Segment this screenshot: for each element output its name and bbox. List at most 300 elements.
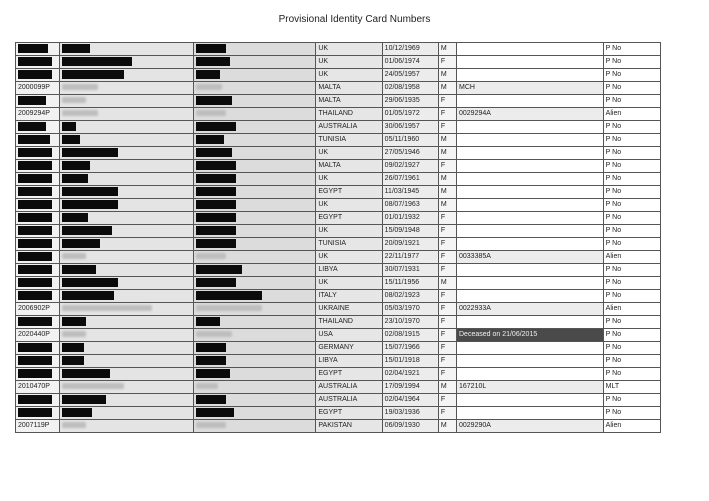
id-cell [16, 160, 60, 173]
note-cell: 0022933A [457, 303, 604, 316]
forename-cell [193, 82, 316, 95]
forename-cell [193, 56, 316, 69]
nationality-cell: UK [316, 173, 382, 186]
status-cell: P No [603, 173, 660, 186]
status-cell: P No [603, 82, 660, 95]
table-row [16, 238, 661, 251]
id-cell [16, 43, 60, 56]
status-cell: P No [603, 69, 660, 82]
redaction-bar [18, 200, 52, 209]
forename-cell [193, 225, 316, 238]
table-row [16, 186, 661, 199]
nationality-cell: MALTA [316, 95, 382, 108]
surname-cell [60, 173, 194, 186]
nationality-cell: GERMANY [316, 342, 382, 355]
redaction-bar [62, 70, 124, 79]
note-cell [457, 199, 604, 212]
redaction-bar [196, 226, 236, 235]
redaction-bar [196, 200, 236, 209]
dob-cell: 30/06/1957 [382, 121, 438, 134]
dob-cell: 08/02/1923 [382, 290, 438, 303]
redaction-bar [196, 278, 236, 287]
redaction-bar [196, 70, 220, 79]
redaction-bar [196, 96, 232, 105]
sex-cell: F [438, 342, 456, 355]
nationality-cell: TUNISIA [316, 238, 382, 251]
redaction-bar [196, 408, 234, 417]
redaction-bar [196, 291, 262, 300]
status-cell: P No [603, 329, 660, 342]
nationality-cell: UK [316, 199, 382, 212]
forename-cell [193, 342, 316, 355]
surname-cell [60, 303, 194, 316]
redaction-bar [62, 317, 86, 326]
note-cell [457, 355, 604, 368]
dob-cell: 02/08/1915 [382, 329, 438, 342]
redaction-bar [62, 239, 100, 248]
blurred-text [62, 97, 86, 103]
nationality-cell: EGYPT [316, 212, 382, 225]
nationality-cell: MALTA [316, 160, 382, 173]
surname-cell [60, 407, 194, 420]
forename-cell [193, 290, 316, 303]
id-cell [16, 56, 60, 69]
surname-cell [60, 160, 194, 173]
forename-cell [193, 407, 316, 420]
sex-cell: F [438, 160, 456, 173]
redaction-bar [196, 265, 242, 274]
sex-cell: M [438, 69, 456, 82]
table-row [16, 121, 661, 134]
id-cell [16, 420, 60, 433]
status-cell: P No [603, 95, 660, 108]
table-row [16, 225, 661, 238]
note-cell [457, 212, 604, 225]
status-cell: MLT [603, 381, 660, 394]
surname-cell [60, 342, 194, 355]
sex-cell: F [438, 355, 456, 368]
note-cell: MCH [457, 82, 604, 95]
note-cell [457, 290, 604, 303]
forename-cell [193, 134, 316, 147]
id-cell [16, 134, 60, 147]
table-row [16, 316, 661, 329]
blurred-text [62, 253, 86, 259]
id-number: 2020440P [18, 331, 50, 338]
forename-cell [193, 238, 316, 251]
table-row [16, 56, 661, 69]
nationality-cell: UK [316, 251, 382, 264]
forename-cell [193, 95, 316, 108]
redaction-bar [62, 226, 112, 235]
id-number: 2006902P [18, 305, 50, 312]
id-cell [16, 121, 60, 134]
forename-cell [193, 355, 316, 368]
status-cell: P No [603, 225, 660, 238]
note-cell: 0029290A [457, 420, 604, 433]
surname-cell [60, 121, 194, 134]
redaction-bar [196, 44, 226, 53]
status-cell: Alien [603, 420, 660, 433]
nationality-cell: UK [316, 225, 382, 238]
redaction-bar [196, 174, 236, 183]
redaction-bar [62, 135, 80, 144]
status-cell: P No [603, 407, 660, 420]
note-cell [457, 277, 604, 290]
redaction-bar [18, 343, 52, 352]
redaction-bar [62, 408, 92, 417]
nationality-cell: EGYPT [316, 368, 382, 381]
id-cell [16, 199, 60, 212]
sex-cell: F [438, 238, 456, 251]
redaction-bar [62, 278, 118, 287]
redaction-bar [18, 148, 52, 157]
redaction-bar [196, 369, 230, 378]
blurred-text [196, 253, 226, 259]
surname-cell [60, 329, 194, 342]
id-number: 2009294P [18, 110, 50, 117]
sex-cell: F [438, 212, 456, 225]
id-cell [16, 95, 60, 108]
forename-cell [193, 420, 316, 433]
redaction-bar [196, 356, 226, 365]
dob-cell: 17/09/1994 [382, 381, 438, 394]
sex-cell: F [438, 95, 456, 108]
dob-cell: 09/02/1927 [382, 160, 438, 173]
surname-cell [60, 381, 194, 394]
dob-cell: 02/04/1921 [382, 368, 438, 381]
redaction-bar [62, 174, 88, 183]
id-cell [16, 290, 60, 303]
dob-cell: 24/05/1957 [382, 69, 438, 82]
note-cell: Deceased on 21/06/2015 [457, 329, 604, 342]
redaction-bar [62, 213, 88, 222]
redaction-bar [18, 317, 52, 326]
redaction-bar [18, 252, 52, 261]
redaction-bar [196, 343, 226, 352]
redaction-bar [18, 265, 52, 274]
redaction-bar [62, 161, 90, 170]
dob-cell: 15/11/1956 [382, 277, 438, 290]
blurred-text [196, 110, 226, 116]
blurred-text [196, 84, 222, 90]
surname-cell [60, 199, 194, 212]
forename-cell [193, 264, 316, 277]
nationality-cell: USA [316, 329, 382, 342]
sex-cell: F [438, 329, 456, 342]
dob-cell: 01/01/1932 [382, 212, 438, 225]
dob-cell: 15/09/1948 [382, 225, 438, 238]
status-cell: P No [603, 264, 660, 277]
surname-cell [60, 238, 194, 251]
redaction-bar [62, 44, 90, 53]
table-row [16, 277, 661, 290]
status-cell: P No [603, 368, 660, 381]
sex-cell: F [438, 368, 456, 381]
blurred-text [62, 305, 152, 311]
sex-cell: F [438, 394, 456, 407]
redaction-bar [62, 200, 118, 209]
note-cell [457, 160, 604, 173]
redaction-bar [18, 57, 52, 66]
note-cell [457, 394, 604, 407]
blurred-text [62, 331, 86, 337]
dob-cell: 27/05/1946 [382, 147, 438, 160]
forename-cell [193, 329, 316, 342]
surname-cell [60, 147, 194, 160]
sex-cell: F [438, 316, 456, 329]
sex-cell: F [438, 225, 456, 238]
forename-cell [193, 108, 316, 121]
note-cell [457, 186, 604, 199]
surname-cell [60, 394, 194, 407]
status-cell: P No [603, 56, 660, 69]
note-cell [457, 316, 604, 329]
surname-cell [60, 82, 194, 95]
id-cell [16, 303, 60, 316]
surname-cell [60, 277, 194, 290]
redaction-bar [62, 395, 106, 404]
table-row [16, 342, 661, 355]
blurred-text [196, 305, 262, 311]
status-cell: P No [603, 212, 660, 225]
id-cell [16, 225, 60, 238]
status-cell: P No [603, 134, 660, 147]
blurred-text [196, 383, 218, 389]
table-row [16, 329, 661, 342]
status-cell: P No [603, 290, 660, 303]
nationality-cell: ITALY [316, 290, 382, 303]
sex-cell: M [438, 186, 456, 199]
status-cell: P No [603, 277, 660, 290]
redaction-bar [196, 122, 236, 131]
table-row [16, 160, 661, 173]
forename-cell [193, 147, 316, 160]
sex-cell: M [438, 420, 456, 433]
status-cell: P No [603, 394, 660, 407]
blurred-text [62, 110, 98, 116]
surname-cell [60, 69, 194, 82]
table-row [16, 420, 661, 433]
nationality-cell: LIBYA [316, 264, 382, 277]
forename-cell [193, 251, 316, 264]
redaction-bar [18, 70, 52, 79]
table-row [16, 212, 661, 225]
table-row [16, 368, 661, 381]
dob-cell: 26/07/1961 [382, 173, 438, 186]
dob-cell: 15/01/1918 [382, 355, 438, 368]
status-cell: Alien [603, 303, 660, 316]
note-cell: 0033385A [457, 251, 604, 264]
records-body [16, 43, 661, 433]
sex-cell: M [438, 147, 456, 160]
redaction-bar [196, 135, 224, 144]
dob-cell: 11/03/1945 [382, 186, 438, 199]
dob-cell: 10/12/1969 [382, 43, 438, 56]
sex-cell: F [438, 56, 456, 69]
id-cell [16, 277, 60, 290]
status-cell: Alien [603, 108, 660, 121]
blurred-text [196, 422, 226, 428]
nationality-cell: UK [316, 43, 382, 56]
id-cell [16, 342, 60, 355]
sex-cell: F [438, 108, 456, 121]
redaction-bar [18, 187, 52, 196]
id-cell [16, 82, 60, 95]
redaction-bar [18, 239, 52, 248]
dob-cell: 22/11/1977 [382, 251, 438, 264]
table-row [16, 147, 661, 160]
redaction-bar [62, 57, 132, 66]
note-cell: 167210L [457, 381, 604, 394]
sex-cell: M [438, 381, 456, 394]
note-cell [457, 95, 604, 108]
redaction-bar [18, 369, 52, 378]
dob-cell: 01/06/1974 [382, 56, 438, 69]
table-row [16, 82, 661, 95]
nationality-cell: UK [316, 56, 382, 69]
redaction-bar [62, 369, 110, 378]
id-number: 2010470P [18, 383, 50, 390]
id-cell [16, 368, 60, 381]
surname-cell [60, 212, 194, 225]
table-row [16, 251, 661, 264]
table-row [16, 381, 661, 394]
table-row [16, 43, 661, 56]
table-row [16, 199, 661, 212]
dob-cell: 05/11/1960 [382, 134, 438, 147]
id-cell [16, 355, 60, 368]
forename-cell [193, 43, 316, 56]
redaction-bar [62, 122, 76, 131]
surname-cell [60, 251, 194, 264]
status-cell: P No [603, 199, 660, 212]
id-cell [16, 251, 60, 264]
nationality-cell: PAKISTAN [316, 420, 382, 433]
status-cell: P No [603, 316, 660, 329]
redaction-bar [196, 57, 230, 66]
status-cell: P No [603, 160, 660, 173]
surname-cell [60, 368, 194, 381]
redaction-bar [62, 148, 118, 157]
redaction-bar [18, 291, 52, 300]
note-cell [457, 43, 604, 56]
page-title: Provisional Identity Card Numbers [278, 14, 431, 25]
status-cell: Alien [603, 251, 660, 264]
note-cell [457, 342, 604, 355]
dob-cell: 01/05/1972 [382, 108, 438, 121]
sex-cell: M [438, 199, 456, 212]
table-row [16, 394, 661, 407]
records-table [15, 42, 661, 433]
redaction-bar [62, 343, 84, 352]
blurred-text [62, 383, 124, 389]
status-cell: P No [603, 186, 660, 199]
table-row [16, 69, 661, 82]
redaction-bar [18, 226, 52, 235]
redaction-bar [62, 265, 96, 274]
sex-cell: F [438, 290, 456, 303]
table-row [16, 290, 661, 303]
note-cell [457, 225, 604, 238]
redaction-bar [62, 291, 114, 300]
table-row [16, 134, 661, 147]
nationality-cell: UK [316, 69, 382, 82]
id-cell [16, 238, 60, 251]
redaction-bar [62, 187, 118, 196]
status-cell: P No [603, 238, 660, 251]
sex-cell: M [438, 82, 456, 95]
note-cell [457, 264, 604, 277]
note-cell [457, 238, 604, 251]
dob-cell: 05/03/1970 [382, 303, 438, 316]
forename-cell [193, 212, 316, 225]
forename-cell [193, 186, 316, 199]
redaction-bar [18, 174, 52, 183]
nationality-cell: TUNISIA [316, 134, 382, 147]
sex-cell: M [438, 277, 456, 290]
dob-cell: 19/03/1936 [382, 407, 438, 420]
blurred-text [196, 331, 232, 337]
id-cell [16, 316, 60, 329]
forename-cell [193, 160, 316, 173]
redaction-bar [196, 161, 236, 170]
sex-cell: F [438, 303, 456, 316]
redaction-bar [196, 317, 220, 326]
redaction-bar [18, 356, 52, 365]
status-cell: P No [603, 147, 660, 160]
nationality-cell: MALTA [316, 82, 382, 95]
surname-cell [60, 316, 194, 329]
surname-cell [60, 56, 194, 69]
status-cell: P No [603, 342, 660, 355]
surname-cell [60, 108, 194, 121]
dob-cell: 29/06/1935 [382, 95, 438, 108]
forename-cell [193, 277, 316, 290]
status-cell: P No [603, 355, 660, 368]
id-cell [16, 69, 60, 82]
note-cell [457, 407, 604, 420]
forename-cell [193, 173, 316, 186]
redaction-bar [18, 213, 52, 222]
dob-cell: 02/04/1964 [382, 394, 438, 407]
nationality-cell: UK [316, 277, 382, 290]
note-cell [457, 368, 604, 381]
forename-cell [193, 199, 316, 212]
nationality-cell: UKRAINE [316, 303, 382, 316]
nationality-cell: EGYPT [316, 407, 382, 420]
nationality-cell: EGYPT [316, 186, 382, 199]
nationality-cell: AUSTRALIA [316, 381, 382, 394]
nationality-cell: AUSTRALIA [316, 121, 382, 134]
dob-cell: 02/08/1958 [382, 82, 438, 95]
forename-cell [193, 394, 316, 407]
id-cell [16, 186, 60, 199]
surname-cell [60, 355, 194, 368]
redaction-bar [18, 122, 46, 131]
redaction-bar [196, 395, 226, 404]
redaction-bar [196, 213, 236, 222]
id-cell [16, 407, 60, 420]
dob-cell: 15/07/1966 [382, 342, 438, 355]
forename-cell [193, 121, 316, 134]
sex-cell: M [438, 173, 456, 186]
redaction-bar [18, 96, 46, 105]
redaction-bar [18, 408, 52, 417]
surname-cell [60, 420, 194, 433]
dob-cell: 08/07/1963 [382, 199, 438, 212]
forename-cell [193, 303, 316, 316]
